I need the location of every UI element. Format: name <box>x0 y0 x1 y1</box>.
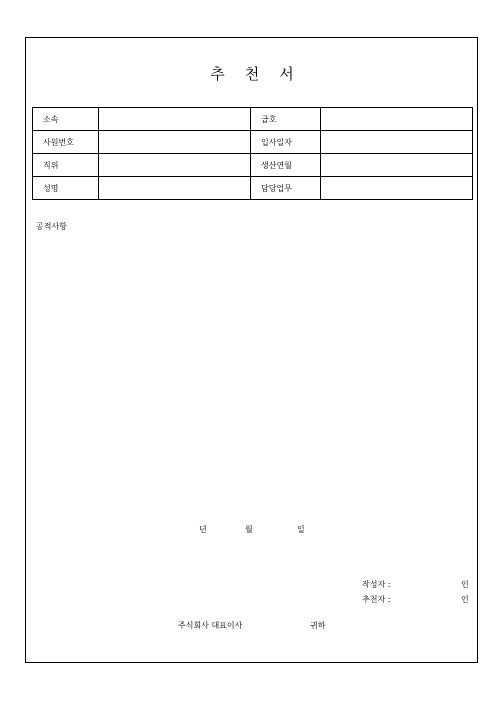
row-value[interactable] <box>321 154 473 177</box>
row-value[interactable] <box>321 177 473 200</box>
recommender-seal: 인 <box>461 595 469 604</box>
date-day: 일 <box>297 525 305 534</box>
row-value[interactable] <box>321 131 473 154</box>
table-row <box>33 131 473 154</box>
row-value[interactable] <box>99 108 251 131</box>
row-label: 입사일자 <box>251 131 321 154</box>
table-row <box>33 177 473 200</box>
row-label: 직위 <box>33 154 99 177</box>
footer-honorific: 귀하 <box>310 621 326 630</box>
row-label: 사원번호 <box>33 131 99 154</box>
row-label: 담당업무 <box>251 177 321 200</box>
recommender-label: 추천자 : <box>362 595 391 604</box>
row-label: 생산연월 <box>251 154 321 177</box>
row-value[interactable] <box>99 154 251 177</box>
footer-company: 주식회사 대표이사 <box>178 621 243 630</box>
date-year: 년 <box>199 525 207 534</box>
row-value[interactable] <box>99 177 251 200</box>
merits-label: 공적사항 <box>36 222 67 231</box>
document-title: 추천서 <box>210 65 314 83</box>
date-month: 월 <box>245 525 253 534</box>
table-row <box>33 154 473 177</box>
row-label: 소속 <box>33 108 99 131</box>
author-seal: 인 <box>461 580 469 589</box>
info-table <box>32 107 473 200</box>
row-label: 성명 <box>33 177 99 200</box>
row-label: 급호 <box>251 108 321 131</box>
author-label: 작성자 : <box>362 580 391 589</box>
row-value[interactable] <box>321 108 473 131</box>
table-row <box>33 108 473 131</box>
row-value[interactable] <box>99 131 251 154</box>
